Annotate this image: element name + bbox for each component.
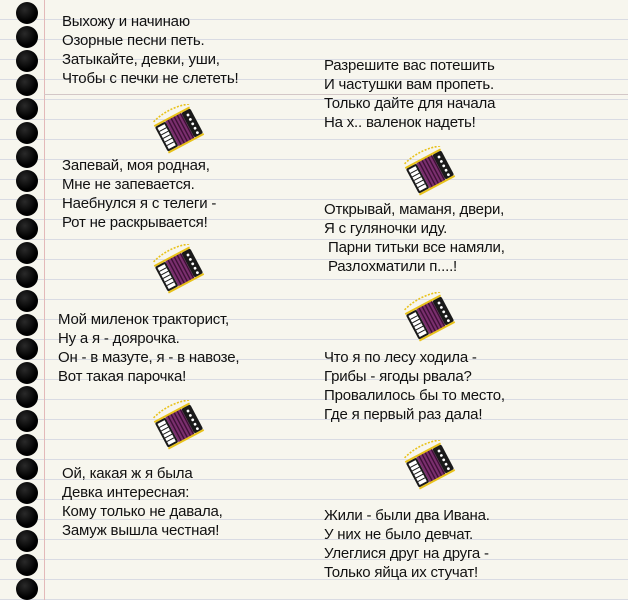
binder-hole	[16, 362, 38, 384]
stanza-line: Ну а я - доярочка.	[58, 330, 180, 347]
stanza-line: Провалилось бы то место,	[324, 387, 505, 404]
accordion-icon	[153, 400, 205, 452]
stanza-line: Вот такая парочка!	[58, 368, 187, 385]
stanza-line: У них не было девчат.	[324, 526, 474, 543]
stanza-line: Выхожу и начинаю	[62, 13, 190, 30]
stanza-line: Улеглися друг на друга -	[324, 545, 489, 562]
stanza-line: Я с гуляночки иду.	[324, 220, 448, 237]
binder-hole	[16, 266, 38, 288]
accordion-icon	[404, 292, 456, 344]
stanza-line: Разрешите вас потешить	[324, 57, 495, 74]
stanza-4	[324, 200, 505, 276]
stanza-line: На х.. валенок надеть!	[324, 114, 476, 131]
stanza-line: Только дайте для начала	[324, 95, 496, 112]
stanza-line: Что я по лесу ходила -	[324, 349, 477, 366]
stanza-line: Замуж вышла честная!	[62, 522, 220, 539]
stanza-line: Запевай, моя родная,	[62, 157, 210, 174]
stanza-line: Затыкайте, девки, уши,	[62, 51, 220, 68]
stanza-line: Он - в мазуте, я - в навозе,	[58, 349, 240, 366]
binder-hole	[16, 482, 38, 504]
stanza-line: Жили - были два Ивана.	[324, 507, 490, 524]
stanza-line: Парни титьки все намяли,	[328, 239, 505, 256]
binder-hole	[16, 314, 38, 336]
binder-hole	[16, 194, 38, 216]
binder-hole	[16, 26, 38, 48]
stanza-line: Рот не раскрывается!	[62, 214, 208, 231]
binder-hole	[16, 170, 38, 192]
stanza-8	[324, 506, 490, 582]
stanza-1	[62, 12, 238, 88]
binder-hole	[16, 410, 38, 432]
accordion-icon	[153, 244, 205, 296]
binder-hole	[16, 122, 38, 144]
stanza-line: Озорные песни петь.	[62, 32, 205, 49]
accordion-icon	[404, 146, 456, 198]
binder-hole	[16, 290, 38, 312]
stanza-line: Мне не запевается.	[62, 176, 195, 193]
stanza-5	[58, 310, 239, 386]
stanza-line: Открывай, маманя, двери,	[324, 201, 505, 218]
binder-hole	[16, 386, 38, 408]
stanza-line: Грибы - ягоды рвала?	[324, 368, 472, 385]
binder-hole	[16, 50, 38, 72]
stanza-line: Чтобы с печки не слететь!	[62, 70, 239, 87]
binder-hole	[16, 530, 38, 552]
stanza-line: Мой миленок тракторист,	[58, 311, 230, 328]
binder-hole	[16, 2, 38, 24]
stanza-2	[324, 56, 495, 132]
accordion-icon	[404, 440, 456, 492]
stanza-3	[62, 156, 216, 232]
margin-line	[44, 0, 45, 600]
stanza-line: Где я первый раз дала!	[324, 406, 483, 423]
stanza-line: Только яйца их стучат!	[324, 564, 478, 581]
stanza-line: Кому только не давала,	[62, 503, 223, 520]
binder-hole	[16, 242, 38, 264]
binder-hole	[16, 458, 38, 480]
stanza-line: И частушки вам пропеть.	[324, 76, 494, 93]
stanza-7	[62, 464, 223, 540]
binder-hole	[16, 578, 38, 600]
stanza-line: Девка интересная:	[62, 484, 190, 501]
stanza-line: Ой, какая ж я была	[62, 465, 193, 482]
binder-hole	[16, 434, 38, 456]
binder-hole	[16, 218, 38, 240]
binder-hole	[16, 506, 38, 528]
binder-holes	[16, 0, 38, 600]
binder-hole	[16, 146, 38, 168]
accordion-icon	[153, 104, 205, 156]
binder-hole	[16, 74, 38, 96]
stanza-6	[324, 348, 505, 424]
stanza-line: Разлохматили п....!	[328, 258, 458, 275]
binder-hole	[16, 338, 38, 360]
stanza-line: Наебнулся я с телеги -	[62, 195, 217, 212]
binder-hole	[16, 554, 38, 576]
binder-hole	[16, 98, 38, 120]
